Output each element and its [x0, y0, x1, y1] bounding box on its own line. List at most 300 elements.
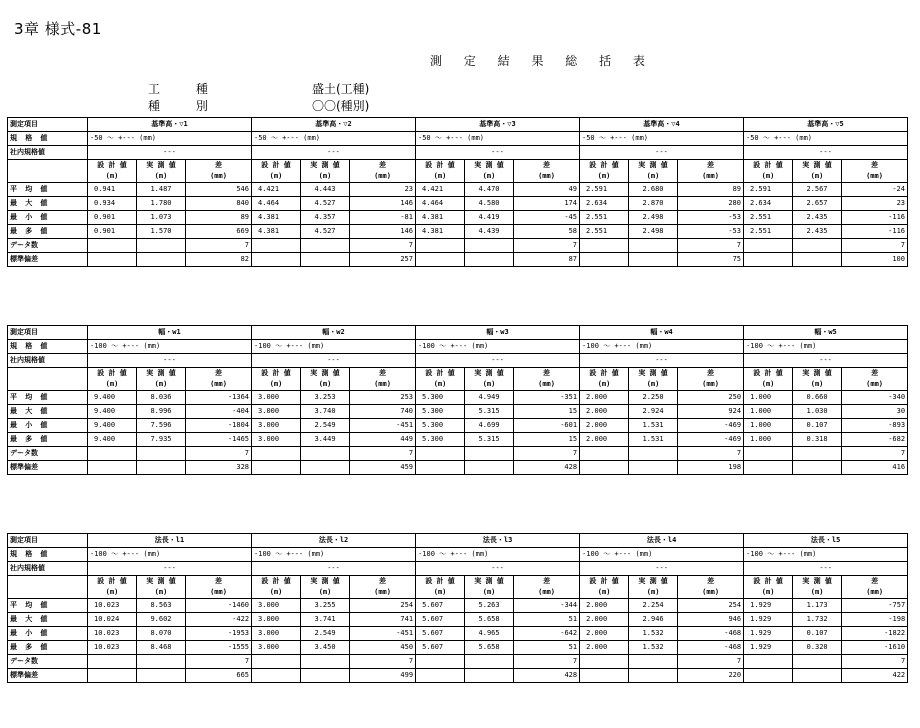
actual-value: 3.450 [301, 641, 350, 655]
label-item: 測定項目 [8, 534, 88, 548]
std-value: 220 [678, 669, 744, 683]
group-title: 基準高・▽3 [416, 118, 580, 132]
standard-value: -100 ～ +--- (mm) [88, 548, 252, 562]
empty-cell [137, 239, 186, 253]
col-diff: 差 (mm) [186, 160, 252, 183]
blank-header [8, 160, 88, 183]
count-value: 7 [186, 655, 252, 669]
actual-value: 4.439 [465, 225, 514, 239]
design-value: 9.400 [88, 433, 137, 447]
col-design: 設 計 値 (m) [88, 368, 137, 391]
empty-cell [465, 447, 514, 461]
empty-cell [465, 239, 514, 253]
diff-value: -344 [514, 599, 580, 613]
design-value: 5.300 [416, 419, 465, 433]
col-design: 設 計 値 (m) [88, 160, 137, 183]
internal-value: --- [88, 146, 252, 160]
diff-value: 51 [514, 641, 580, 655]
design-value: 3.000 [252, 391, 301, 405]
internal-value: --- [252, 562, 416, 576]
empty-cell [252, 669, 301, 683]
actual-value: 7.935 [137, 433, 186, 447]
internal-value: --- [416, 354, 580, 368]
diff-value: 840 [186, 197, 252, 211]
actual-value: 3.740 [301, 405, 350, 419]
design-value: 3.000 [252, 433, 301, 447]
actual-value: 2.549 [301, 627, 350, 641]
label-internal: 社内規格値 [8, 562, 88, 576]
actual-value: 2.435 [793, 225, 842, 239]
design-value: 2.551 [744, 211, 793, 225]
col-design: 設 計 値 (m) [744, 368, 793, 391]
standard-value: -50 ～ +--- (mm) [416, 132, 580, 146]
actual-value: 8.563 [137, 599, 186, 613]
empty-cell [88, 447, 137, 461]
actual-value: 1.570 [137, 225, 186, 239]
label-max: 最 大 値 [8, 613, 88, 627]
label-internal: 社内規格値 [8, 354, 88, 368]
count-value: 7 [514, 239, 580, 253]
actual-value: 8.070 [137, 627, 186, 641]
count-value: 7 [842, 447, 908, 461]
design-value: 2.000 [580, 419, 629, 433]
standard-value: -50 ～ +--- (mm) [744, 132, 908, 146]
col-actual: 実 測 値 (m) [301, 160, 350, 183]
std-value: 82 [186, 253, 252, 267]
design-value: 2.634 [580, 197, 629, 211]
count-value: 7 [350, 447, 416, 461]
actual-value: 4.949 [465, 391, 514, 405]
standard-value: -100 ～ +--- (mm) [580, 548, 744, 562]
design-value: 1.000 [744, 391, 793, 405]
diff-value: -469 [678, 419, 744, 433]
empty-cell [88, 669, 137, 683]
empty-cell [580, 669, 629, 683]
actual-value: 4.699 [465, 419, 514, 433]
diff-value: 51 [514, 613, 580, 627]
std-value: 75 [678, 253, 744, 267]
actual-value: 4.443 [301, 183, 350, 197]
design-value: 2.634 [744, 197, 793, 211]
design-value: 0.941 [88, 183, 137, 197]
group-title: 幅・w3 [416, 326, 580, 340]
empty-cell [793, 447, 842, 461]
design-value: 1.929 [744, 641, 793, 655]
actual-value: 2.254 [629, 599, 678, 613]
empty-cell [629, 447, 678, 461]
std-value: 87 [514, 253, 580, 267]
blank-header [8, 368, 88, 391]
empty-cell [580, 239, 629, 253]
empty-cell [252, 253, 301, 267]
design-value: 2.000 [580, 627, 629, 641]
diff-value: 546 [186, 183, 252, 197]
col-design: 設 計 値 (m) [416, 160, 465, 183]
standard-value: -100 ～ +--- (mm) [416, 548, 580, 562]
col-diff: 差 (mm) [514, 368, 580, 391]
empty-cell [580, 461, 629, 475]
diff-value: -1465 [186, 433, 252, 447]
group-title: 幅・w2 [252, 326, 416, 340]
diff-value: 23 [350, 183, 416, 197]
standard-value: -100 ～ +--- (mm) [416, 340, 580, 354]
empty-cell [629, 655, 678, 669]
empty-cell [580, 447, 629, 461]
empty-cell [580, 253, 629, 267]
diff-value: -53 [678, 225, 744, 239]
std-value: 100 [842, 253, 908, 267]
empty-cell [252, 655, 301, 669]
diff-value: -1460 [186, 599, 252, 613]
standard-value: -100 ～ +--- (mm) [744, 340, 908, 354]
actual-value: 1.173 [793, 599, 842, 613]
results-table-1 [7, 117, 908, 267]
diff-value: -642 [514, 627, 580, 641]
count-value: 7 [842, 239, 908, 253]
empty-cell [744, 239, 793, 253]
empty-cell [793, 239, 842, 253]
design-value: 10.023 [88, 627, 137, 641]
internal-value: --- [88, 562, 252, 576]
design-value: 5.607 [416, 641, 465, 655]
internal-value: --- [88, 354, 252, 368]
actual-value: 4.470 [465, 183, 514, 197]
diff-value: -404 [186, 405, 252, 419]
group-title: 法長・l5 [744, 534, 908, 548]
actual-value: 1.531 [629, 433, 678, 447]
design-value: 2.551 [580, 225, 629, 239]
std-value: 459 [350, 461, 416, 475]
diff-value: 174 [514, 197, 580, 211]
actual-value: 1.532 [629, 641, 678, 655]
col-diff: 差 (mm) [350, 160, 416, 183]
design-value: 2.000 [580, 391, 629, 405]
type-label: 種 別 [148, 99, 224, 113]
internal-value: --- [416, 562, 580, 576]
empty-cell [416, 253, 465, 267]
diff-value: 253 [350, 391, 416, 405]
group-title: 基準高・▽2 [252, 118, 416, 132]
diff-value: -340 [842, 391, 908, 405]
internal-value: --- [744, 354, 908, 368]
col-diff: 差 (mm) [678, 368, 744, 391]
empty-cell [88, 655, 137, 669]
standard-value: -100 ～ +--- (mm) [88, 340, 252, 354]
group-title: 基準高・▽1 [88, 118, 252, 132]
design-value: 5.607 [416, 627, 465, 641]
actual-value: 2.435 [793, 211, 842, 225]
kind-label: 工 種 [148, 82, 224, 96]
diff-value: -1822 [842, 627, 908, 641]
diff-value: -1610 [842, 641, 908, 655]
diff-value: 49 [514, 183, 580, 197]
empty-cell [416, 447, 465, 461]
label-min: 最 小 値 [8, 627, 88, 641]
standard-value: -100 ～ +--- (mm) [744, 548, 908, 562]
label-internal: 社内規格値 [8, 146, 88, 160]
empty-cell [301, 253, 350, 267]
actual-value: 2.498 [629, 225, 678, 239]
std-value: 422 [842, 669, 908, 683]
diff-value: -1555 [186, 641, 252, 655]
col-actual: 実 測 値 (m) [137, 576, 186, 599]
label-max: 最 大 値 [8, 405, 88, 419]
std-value: 499 [350, 669, 416, 683]
std-value: 428 [514, 669, 580, 683]
col-diff: 差 (mm) [350, 368, 416, 391]
empty-cell [137, 461, 186, 475]
actual-value: 4.965 [465, 627, 514, 641]
col-actual: 実 測 値 (m) [465, 576, 514, 599]
col-diff: 差 (mm) [842, 576, 908, 599]
empty-cell [793, 655, 842, 669]
actual-value: 5.263 [465, 599, 514, 613]
empty-cell [252, 447, 301, 461]
actual-value: 5.315 [465, 405, 514, 419]
design-value: 4.421 [416, 183, 465, 197]
design-value: 4.464 [416, 197, 465, 211]
col-design: 設 計 値 (m) [416, 576, 465, 599]
empty-cell [137, 655, 186, 669]
count-value: 7 [678, 447, 744, 461]
internal-value: --- [744, 562, 908, 576]
kind-value: 盛土(工種) [312, 82, 370, 96]
design-value: 10.023 [88, 599, 137, 613]
standard-value: -100 ～ +--- (mm) [252, 548, 416, 562]
col-actual: 実 測 値 (m) [465, 160, 514, 183]
diff-value: 15 [514, 433, 580, 447]
actual-value: 9.602 [137, 613, 186, 627]
blank-header [8, 576, 88, 599]
col-diff: 差 (mm) [514, 160, 580, 183]
empty-cell [744, 655, 793, 669]
chapter-title: 3章 様式-81 [14, 20, 102, 38]
diff-value: 58 [514, 225, 580, 239]
design-value: 1.929 [744, 613, 793, 627]
diff-value: 924 [678, 405, 744, 419]
col-actual: 実 測 値 (m) [137, 160, 186, 183]
diff-value: 946 [678, 613, 744, 627]
diff-value: 254 [350, 599, 416, 613]
design-value: 4.381 [252, 211, 301, 225]
empty-cell [301, 461, 350, 475]
standard-value: -100 ～ +--- (mm) [580, 340, 744, 354]
col-actual: 実 測 値 (m) [465, 368, 514, 391]
actual-value: 0.107 [793, 627, 842, 641]
col-actual: 実 測 値 (m) [301, 576, 350, 599]
internal-value: --- [416, 146, 580, 160]
std-value: 428 [514, 461, 580, 475]
empty-cell [629, 669, 678, 683]
std-value: 416 [842, 461, 908, 475]
design-value: 2.000 [580, 433, 629, 447]
diff-value: 146 [350, 197, 416, 211]
empty-cell [137, 669, 186, 683]
label-avg: 平 均 値 [8, 183, 88, 197]
diff-value: -422 [186, 613, 252, 627]
label-avg: 平 均 値 [8, 599, 88, 613]
design-value: 5.607 [416, 613, 465, 627]
diff-value: 23 [842, 197, 908, 211]
design-value: 10.023 [88, 641, 137, 655]
empty-cell [88, 253, 137, 267]
count-value: 7 [842, 655, 908, 669]
group-title: 幅・w4 [580, 326, 744, 340]
col-diff: 差 (mm) [186, 368, 252, 391]
col-actual: 実 測 値 (m) [793, 368, 842, 391]
actual-value: 0.107 [793, 419, 842, 433]
actual-value: 1.531 [629, 419, 678, 433]
label-item: 測定項目 [8, 118, 88, 132]
empty-cell [629, 253, 678, 267]
diff-value: -351 [514, 391, 580, 405]
col-design: 設 計 値 (m) [744, 160, 793, 183]
group-title: 幅・w5 [744, 326, 908, 340]
design-value: 3.000 [252, 613, 301, 627]
label-count: データ数 [8, 447, 88, 461]
col-actual: 実 測 値 (m) [301, 368, 350, 391]
empty-cell [465, 253, 514, 267]
actual-value: 1.073 [137, 211, 186, 225]
diff-value: 89 [678, 183, 744, 197]
empty-cell [88, 461, 137, 475]
standard-value: -50 ～ +--- (mm) [580, 132, 744, 146]
col-diff: 差 (mm) [186, 576, 252, 599]
actual-value: 1.487 [137, 183, 186, 197]
diff-value: 669 [186, 225, 252, 239]
col-diff: 差 (mm) [842, 368, 908, 391]
diff-value: -198 [842, 613, 908, 627]
col-actual: 実 測 値 (m) [793, 160, 842, 183]
empty-cell [252, 461, 301, 475]
label-count: データ数 [8, 239, 88, 253]
diff-value: -893 [842, 419, 908, 433]
empty-cell [629, 461, 678, 475]
empty-cell [137, 253, 186, 267]
std-value: 665 [186, 669, 252, 683]
label-min: 最 小 値 [8, 211, 88, 225]
diff-value: -468 [678, 627, 744, 641]
group-title: 法長・l3 [416, 534, 580, 548]
empty-cell [301, 447, 350, 461]
design-value: 2.000 [580, 405, 629, 419]
actual-value: 5.658 [465, 613, 514, 627]
empty-cell [465, 669, 514, 683]
empty-cell [580, 655, 629, 669]
count-value: 7 [186, 447, 252, 461]
actual-value: 4.357 [301, 211, 350, 225]
internal-value: --- [580, 354, 744, 368]
group-title: 基準高・▽4 [580, 118, 744, 132]
design-value: 2.551 [580, 211, 629, 225]
design-value: 1.000 [744, 419, 793, 433]
empty-cell [137, 447, 186, 461]
actual-value: 5.658 [465, 641, 514, 655]
design-value: 9.400 [88, 405, 137, 419]
std-value: 198 [678, 461, 744, 475]
label-count: データ数 [8, 655, 88, 669]
empty-cell [416, 655, 465, 669]
diff-value: -601 [514, 419, 580, 433]
type-value: 〇〇(種別) [312, 99, 370, 113]
group-title: 法長・l4 [580, 534, 744, 548]
design-value: 2.551 [744, 225, 793, 239]
design-value: 2.591 [580, 183, 629, 197]
diff-value: 30 [842, 405, 908, 419]
label-standard: 規 格 値 [8, 548, 88, 562]
actual-value: 2.567 [793, 183, 842, 197]
design-value: 1.000 [744, 433, 793, 447]
internal-value: --- [252, 354, 416, 368]
internal-value: --- [252, 146, 416, 160]
col-design: 設 計 値 (m) [744, 576, 793, 599]
empty-cell [465, 655, 514, 669]
empty-cell [301, 239, 350, 253]
empty-cell [793, 461, 842, 475]
actual-value: 0.318 [793, 433, 842, 447]
col-diff: 差 (mm) [514, 576, 580, 599]
empty-cell [793, 253, 842, 267]
diff-value: 254 [678, 599, 744, 613]
label-standard: 規 格 値 [8, 132, 88, 146]
diff-value: 280 [678, 197, 744, 211]
count-value: 7 [186, 239, 252, 253]
empty-cell [416, 239, 465, 253]
diff-value: 146 [350, 225, 416, 239]
empty-cell [629, 239, 678, 253]
empty-cell [416, 669, 465, 683]
actual-value: 2.924 [629, 405, 678, 419]
count-value: 7 [514, 447, 580, 461]
design-value: 9.400 [88, 391, 137, 405]
design-value: 10.024 [88, 613, 137, 627]
actual-value: 7.596 [137, 419, 186, 433]
std-value: 257 [350, 253, 416, 267]
diff-value: -1364 [186, 391, 252, 405]
col-design: 設 計 値 (m) [252, 160, 301, 183]
design-value: 9.400 [88, 419, 137, 433]
label-mode: 最 多 値 [8, 433, 88, 447]
count-value: 7 [678, 239, 744, 253]
empty-cell [744, 253, 793, 267]
design-value: 0.901 [88, 211, 137, 225]
std-value: 328 [186, 461, 252, 475]
empty-cell [301, 655, 350, 669]
actual-value: 5.315 [465, 433, 514, 447]
label-mode: 最 多 値 [8, 225, 88, 239]
label-mode: 最 多 値 [8, 641, 88, 655]
col-design: 設 計 値 (m) [252, 368, 301, 391]
empty-cell [793, 669, 842, 683]
actual-value: 2.549 [301, 419, 350, 433]
diff-value: -1953 [186, 627, 252, 641]
col-design: 設 計 値 (m) [580, 576, 629, 599]
design-value: 5.300 [416, 433, 465, 447]
actual-value: 0.320 [793, 641, 842, 655]
internal-value: --- [580, 562, 744, 576]
actual-value: 0.660 [793, 391, 842, 405]
main-title: 測 定 結 果 総 括 表 [430, 54, 654, 68]
actual-value: 8.468 [137, 641, 186, 655]
design-value: 0.901 [88, 225, 137, 239]
label-item: 測定項目 [8, 326, 88, 340]
label-standard: 規 格 値 [8, 340, 88, 354]
actual-value: 4.419 [465, 211, 514, 225]
actual-value: 1.732 [793, 613, 842, 627]
group-title: 法長・l1 [88, 534, 252, 548]
empty-cell [88, 239, 137, 253]
col-design: 設 計 値 (m) [580, 368, 629, 391]
